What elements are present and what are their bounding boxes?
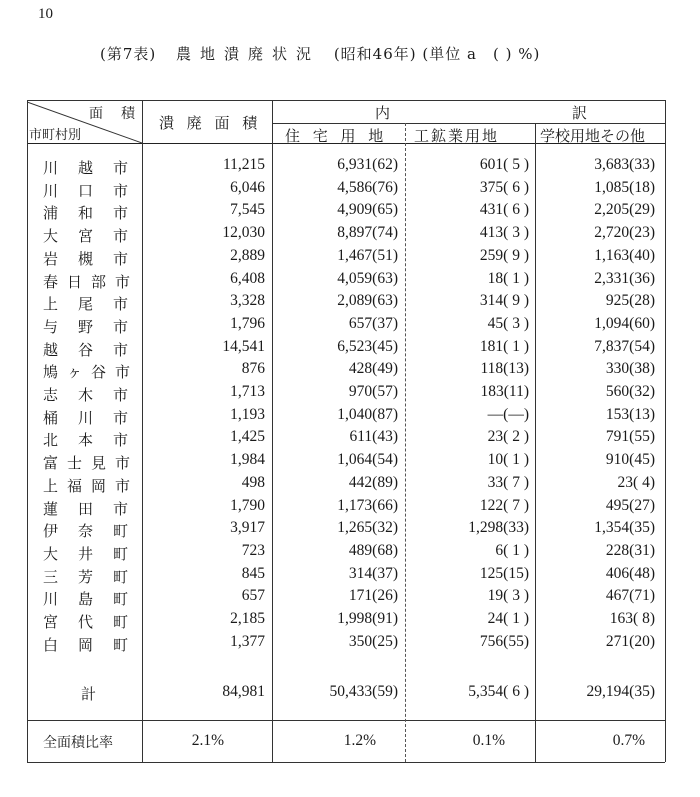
school-other-value: 3,683(33)	[594, 156, 655, 173]
conversion-area: 7,545	[230, 201, 265, 219]
municipality-name	[43, 271, 139, 292]
industrial-value: 1,298(33)	[468, 519, 529, 537]
header-breakdown-left: 内	[375, 104, 395, 122]
school-other-value: 406(48)	[605, 564, 655, 582]
residential-value: 1,064(54)	[337, 451, 398, 469]
industrial-value: 601( 5 )	[479, 156, 529, 173]
name-char: 川	[78, 408, 94, 427]
school-other-value: 7,837(54)	[594, 337, 655, 355]
conversion-area: 723	[241, 541, 265, 559]
residential-value: 489(68)	[348, 541, 398, 559]
municipality-name	[43, 452, 139, 473]
residential-value: 4,586(76)	[337, 178, 398, 196]
name-char: 代	[78, 613, 94, 631]
municipality-name	[43, 361, 139, 382]
residential-value: 6,523(45)	[337, 337, 398, 355]
industrial-value: 122( 7 )	[479, 496, 529, 514]
municipality-name	[43, 248, 148, 269]
industrial-value: 756(55)	[479, 632, 529, 650]
name-char: 芳	[78, 567, 94, 586]
conversion-area: 1,425	[230, 428, 265, 446]
name-char: 市	[113, 204, 129, 223]
conversion-area: 3,917	[230, 519, 265, 537]
municipality-name	[43, 384, 148, 405]
school-other-value: 2,331(36)	[594, 269, 655, 287]
conversion-area: 1,796	[230, 314, 265, 332]
table-number: (第7表)	[100, 45, 157, 63]
name-char: 本	[78, 431, 94, 450]
conversion-area: 3,328	[230, 292, 265, 310]
header-total-area: 潰 廃 面 積	[159, 114, 262, 132]
municipality-name	[43, 429, 148, 450]
conversion-area: 845	[241, 564, 265, 582]
residential-value: 611(43)	[349, 428, 398, 446]
table-left-border	[27, 100, 28, 762]
residential-value: 1,040(87)	[337, 405, 398, 423]
school-other-value: 228(31)	[605, 541, 655, 559]
name-char: 島	[78, 590, 94, 609]
name-char: 志	[43, 386, 59, 404]
name-char: 大	[43, 227, 59, 246]
municipality-name	[43, 339, 148, 360]
name-char: 市	[113, 159, 129, 177]
name-char: 部	[91, 272, 107, 291]
school-other-value: 153(13)	[605, 405, 655, 423]
industrial-value: 6( 1 )	[495, 541, 529, 559]
name-char: 野	[78, 317, 94, 336]
school-other-value: 330(38)	[605, 360, 655, 378]
industrial-value: 125(15)	[479, 564, 529, 582]
name-char: 市	[113, 295, 129, 314]
name-char: 奈	[78, 522, 94, 541]
name-char: 富	[43, 454, 59, 473]
residential-value: 1,265(32)	[337, 519, 398, 537]
residential-value: 314(37)	[348, 564, 398, 582]
name-char: 市	[113, 340, 129, 359]
name-char: 市	[113, 181, 129, 200]
name-char: 川	[43, 159, 59, 177]
name-char: 町	[113, 567, 129, 586]
name-char: 大	[43, 544, 59, 563]
table-main-title: 農地潰廃状況	[176, 45, 321, 63]
industrial-value: 118(13)	[480, 360, 529, 378]
total-label: 計	[81, 685, 97, 703]
name-char: 市	[113, 249, 129, 268]
name-char: 市	[115, 454, 131, 473]
school-other-value: 271(20)	[605, 632, 655, 650]
school-other-value: 2,720(23)	[594, 224, 655, 242]
name-char: 田	[78, 499, 94, 518]
residential-value: 6,931(62)	[337, 156, 398, 173]
name-char: 伊	[43, 522, 59, 541]
conversion-area: 876	[241, 360, 265, 378]
conversion-area: 1,984	[230, 451, 265, 469]
industrial-value: 33( 7 )	[487, 473, 529, 491]
name-char: 見	[91, 454, 107, 473]
municipality-name	[43, 520, 148, 541]
industrial-value: —(—)	[487, 405, 529, 423]
residential-value: 4,909(65)	[337, 201, 398, 219]
residential-value: 442(89)	[348, 473, 398, 491]
municipality-name	[43, 498, 148, 519]
school-other-value: 791(55)	[605, 428, 655, 446]
name-char: 谷	[91, 363, 107, 382]
name-char: 上	[43, 476, 59, 495]
name-char: 蓮	[43, 499, 59, 518]
farmland-conversion-table	[27, 100, 665, 762]
name-char: 町	[113, 613, 129, 631]
conversion-area: 14,541	[222, 337, 265, 355]
conversion-area: 11,215	[222, 156, 265, 173]
name-char: 北	[43, 431, 59, 450]
name-char: 川	[43, 181, 59, 200]
industrial-value: 24( 1 )	[487, 610, 529, 627]
conversion-area: 12,030	[222, 224, 265, 242]
residential-value: 171(26)	[348, 587, 398, 605]
ratio-residential: 1.2%	[343, 732, 376, 749]
industrial-value: 18( 1 )	[487, 269, 529, 287]
school-other-value: 910(45)	[605, 451, 655, 469]
conversion-area: 1,790	[230, 496, 265, 514]
industrial-value: 181( 1 )	[479, 337, 529, 355]
name-char: 上	[43, 295, 59, 314]
conversion-area: 1,377	[230, 632, 265, 650]
breakdown-divider	[272, 123, 665, 124]
name-char: 井	[78, 544, 94, 563]
school-other-value: 1,354(35)	[594, 519, 655, 537]
name-char: 白	[43, 635, 59, 654]
name-char: 三	[43, 567, 59, 586]
table-unit: (単位 a ( ) %)	[422, 45, 541, 63]
municipality-name	[43, 407, 148, 428]
conversion-area: 2,185	[230, 610, 265, 627]
municipality-name	[43, 225, 148, 246]
name-char: 町	[113, 590, 129, 609]
name-char: 市	[113, 431, 129, 450]
conversion-area: 1,193	[230, 405, 265, 423]
name-char: 木	[78, 386, 94, 404]
municipality-name	[43, 202, 148, 223]
name-char: 市	[113, 499, 129, 518]
table-year: (昭和46年)	[333, 45, 417, 63]
name-char: 市	[115, 476, 131, 495]
name-char: ヶ	[67, 363, 83, 382]
school-other-value: 560(32)	[605, 383, 655, 400]
school-other-value: 467(71)	[605, 587, 655, 605]
industrial-value: 413( 3 )	[479, 224, 529, 242]
table-bottom-border	[27, 762, 665, 763]
conversion-area: 1,713	[230, 383, 265, 400]
name-char: 越	[43, 340, 59, 359]
total-industrial: 5,354( 6 )	[468, 683, 529, 700]
name-char: 日	[67, 272, 83, 291]
residential-value: 1,173(66)	[337, 496, 398, 514]
name-char: 浦	[43, 204, 59, 223]
municipality-name	[43, 634, 148, 655]
name-char: 春	[43, 272, 59, 291]
conversion-area: 657	[241, 587, 265, 605]
residential-value: 2,089(63)	[337, 292, 398, 310]
residential-value: 4,059(63)	[337, 269, 398, 287]
school-other-value: 23( 4)	[617, 473, 655, 491]
header-industrial: 工鉱業用地	[414, 127, 500, 145]
name-char: 市	[113, 386, 129, 404]
name-char: 岩	[43, 249, 59, 268]
ratio-label: 全面積比率	[43, 735, 113, 751]
industrial-value: 375( 6 )	[479, 178, 529, 196]
municipality-name	[43, 316, 148, 337]
industrial-value: 259( 9 )	[479, 246, 529, 264]
residential-value: 657(37)	[348, 314, 398, 332]
ratio-top-border	[27, 720, 665, 721]
school-other-value: 925(28)	[605, 292, 655, 310]
industrial-value: 19( 3 )	[487, 587, 529, 605]
name-char: 槻	[78, 249, 94, 268]
name-char: 市	[113, 408, 129, 427]
residential-value: 970(57)	[348, 383, 398, 400]
name-char: 口	[78, 181, 94, 200]
municipality-name	[43, 611, 148, 632]
municipality-name	[43, 566, 148, 587]
name-char: 町	[113, 522, 129, 541]
school-other-value: 1,094(60)	[594, 314, 655, 332]
name-char: 士	[67, 454, 83, 473]
school-other-value: 1,085(18)	[594, 178, 655, 196]
name-char: 尾	[78, 295, 94, 314]
name-char: 宮	[43, 613, 59, 631]
conversion-area: 2,889	[230, 246, 265, 264]
residential-value: 350(25)	[348, 632, 398, 650]
header-breakdown-right: 訳	[572, 104, 592, 122]
name-char: 市	[115, 363, 131, 382]
ratio-industrial: 0.1%	[472, 732, 505, 749]
ratio-school-other: 0.7%	[612, 732, 645, 749]
industrial-value: 23( 2 )	[487, 428, 529, 446]
name-char: 与	[43, 317, 59, 336]
name-char: 市	[113, 317, 129, 336]
conversion-area: 498	[241, 473, 265, 491]
name-char: 市	[113, 227, 129, 246]
name-char: 谷	[78, 340, 94, 359]
name-char: 町	[113, 635, 129, 654]
name-char: 鳩	[43, 363, 59, 382]
school-other-value: 163( 8)	[609, 610, 655, 627]
industrial-value: 10( 1 )	[487, 451, 529, 469]
municipality-name	[43, 543, 148, 564]
table-right-border	[665, 100, 666, 762]
municipality-name	[43, 157, 148, 178]
total-school-other: 29,194(35)	[586, 683, 655, 700]
school-other-value: 2,205(29)	[594, 201, 655, 219]
industrial-value: 183(11)	[480, 383, 529, 400]
name-char: 町	[113, 544, 129, 563]
municipality-name	[43, 293, 148, 314]
residential-value: 1,467(51)	[337, 246, 398, 264]
name-char: 市	[115, 272, 131, 291]
name-char: 川	[43, 590, 59, 609]
residential-value: 8,897(74)	[337, 224, 398, 242]
name-char: 岡	[78, 635, 94, 654]
school-other-value: 495(27)	[605, 496, 655, 514]
residential-value: 428(49)	[348, 360, 398, 378]
corner-header-area: 面 積	[89, 106, 137, 122]
industrial-value: 431( 6 )	[479, 201, 529, 219]
name-char: 岡	[91, 476, 107, 495]
residential-value: 1,998(91)	[337, 610, 398, 627]
total-residential: 50,433(59)	[329, 683, 398, 700]
industrial-value: 45( 3 )	[487, 314, 529, 332]
industrial-value: 314( 9 )	[479, 292, 529, 310]
header-residential: 住 宅 用 地	[285, 127, 388, 145]
name-char: 和	[78, 204, 94, 223]
conversion-area: 6,046	[230, 178, 265, 196]
page-number: 10	[38, 6, 53, 22]
ratio-area: 2.1%	[191, 732, 224, 749]
conversion-area: 6,408	[230, 269, 265, 287]
municipality-name	[43, 180, 148, 201]
total-area: 84,981	[222, 683, 265, 700]
corner-header-municipality: 市町村別	[29, 128, 82, 143]
municipality-name	[43, 588, 148, 609]
header-school-other: 学校用地その他	[540, 127, 646, 145]
name-char: 桶	[43, 408, 59, 427]
school-other-value: 1,163(40)	[594, 246, 655, 264]
name-char: 福	[67, 476, 83, 495]
table-title	[100, 43, 540, 64]
name-char: 宮	[78, 227, 94, 246]
name-char: 越	[78, 159, 94, 177]
municipality-name	[43, 475, 139, 496]
